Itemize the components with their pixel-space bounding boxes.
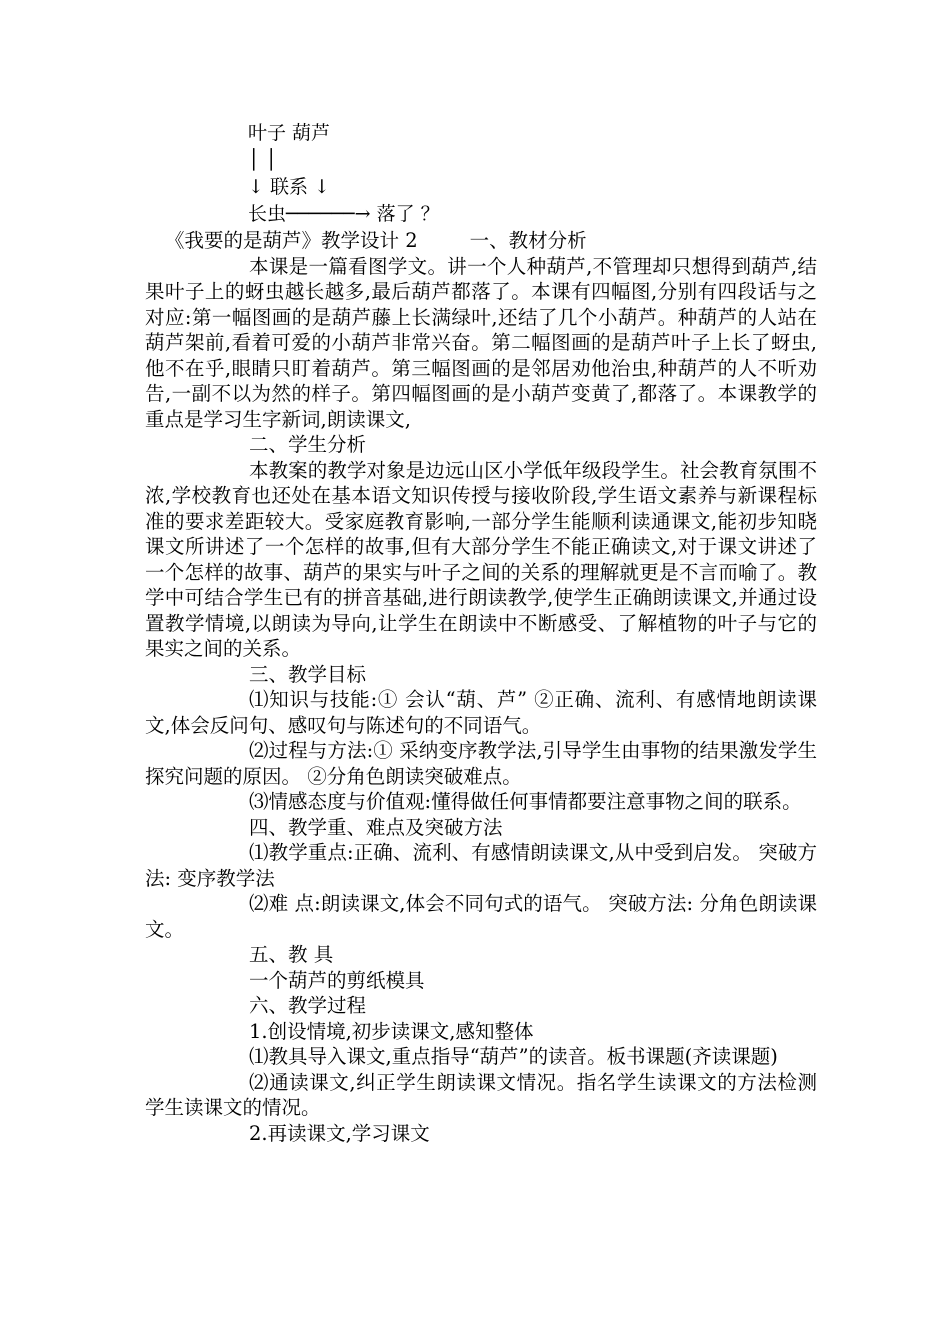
document-body <box>145 228 817 1146</box>
section-heading-2: 二、学生分析 <box>249 433 367 456</box>
section-5-text: 一个葫芦的剪纸模具 <box>249 968 425 992</box>
process-item-2: ⑵通读课文,纠正学生朗读课文情况。指名学生读课文的方法检测学生读课文的情况。 <box>145 1070 817 1119</box>
diagram-bottom-labels: 长虫──────→ 落了 ？ <box>248 203 440 225</box>
diagram-vertical-lines: │ │ <box>248 149 277 171</box>
section-4-item-2: ⑵难 点:朗读课文,体会不同句式的语气。 突破方法: 分角色朗读课文。 <box>145 892 817 941</box>
diagram-top-labels: 叶子 葫芦 <box>248 122 331 144</box>
section-1-paragraph: 本课是一篇看图学文。讲一个人种葫芦,不管理却只想得到葫芦,结果叶子上的蚜虫越长越多,最后葫芦都落了。本课有四幅图,分别有四段话与之对应:第一幅图画的是葫芦藤上长满绿叶,还结了几个小葫芦。种葫芦的人站在葫芦架前,看着可爱的小葫芦非常兴奋。第二幅图画的是葫芦叶子上长了蚜虫,他不在乎,眼睛只盯着葫芦。第三幅图画的是邻居劝他治虫,种葫芦的人不听劝告,一副不以为然的样子。第四幅图画的是小葫芦变黄了,都落了。本课教学的重点是学习生字新词,朗读课文, <box>145 254 817 431</box>
process-step-2: 2.再读课文,学习课文 <box>249 1121 430 1145</box>
relationship-diagram <box>248 120 440 228</box>
section-heading-5: 五、教 具 <box>249 943 334 966</box>
section-3-item-3: ⑶情感态度与价值观:懂得做任何事情都要注意事物之间的联系。 <box>249 790 802 813</box>
process-item-1: ⑴教具导入课文,重点指导“葫芦”的读音。板书课题(齐读课题) <box>249 1045 778 1068</box>
document-title: 《我要的是葫芦》教学设计 2 <box>165 229 418 252</box>
section-heading-1: 一、教材分析 <box>469 229 587 252</box>
diagram-link-label: ↓ 联系 ↓ <box>248 176 330 198</box>
section-heading-4: 四、教学重、难点及突破方法 <box>249 815 503 839</box>
process-step-1: 1.创设情境,初步读课文,感知整体 <box>249 1019 534 1043</box>
section-3-item-1: ⑴知识与技能:① 会认“葫、芦” ②正确、流利、有感情地朗读课文,体会反问句、感叹句与陈述句的不同语气。 <box>145 688 817 737</box>
section-heading-6: 六、教学过程 <box>249 994 367 1017</box>
section-heading-3: 三、教学目标 <box>249 662 367 686</box>
section-4-item-1: ⑴教学重点:正确、流利、有感情朗读课文,从中受到启发。 突破方法: 变序教学法 <box>145 841 817 890</box>
section-3-item-2: ⑵过程与方法:① 采纳变序教学法,引导学生由事物的结果激发学生探究问题的原因。 ②分角色朗读突破难点。 <box>145 739 817 788</box>
section-2-paragraph: 本教案的教学对象是边远山区小学低年级段学生。社会教育氛围不浓,学校教育也还处在基本语文知识传授与接收阶段,学生语文素养与新课程标准的要求差距较大。受家庭教育影响,一部分学生能顺利读通课文,能初步知晓课文所讲述了一个怎样的故事,但有大部分学生不能正确读文,对于课文讲述了一个怎样的故事、葫芦的果实与叶子之间的关系的理解就更是不言而喻了。教学中可结合学生已有的拼音基础,进行朗读教学,使学生正确朗读课文,并通过设置教学情境,以朗读为导向,让学生在朗读中不断感受、了解植物的叶子与它的果实之间的关系。 <box>145 458 817 660</box>
title-line <box>145 228 817 254</box>
